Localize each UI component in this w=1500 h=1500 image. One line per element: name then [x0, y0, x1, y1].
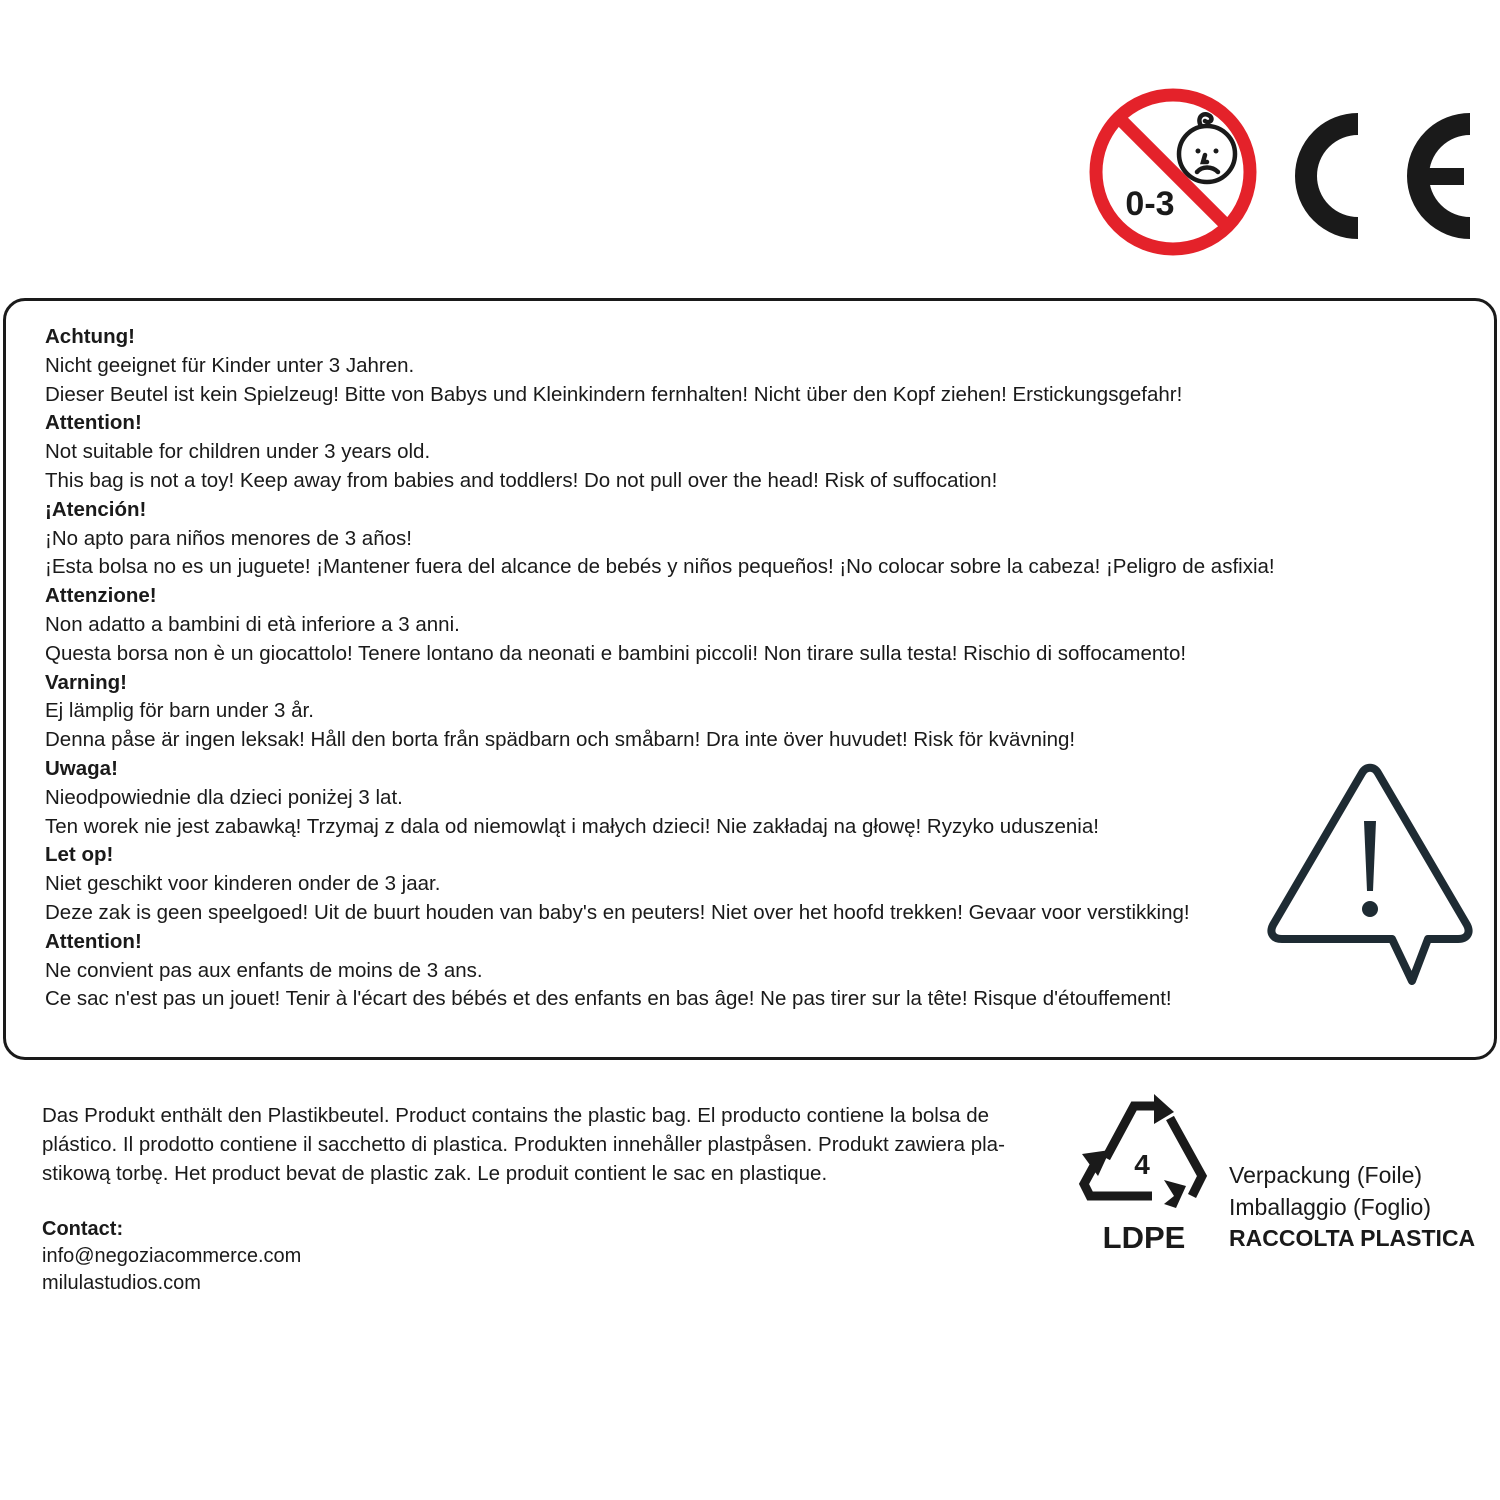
warning-triangle-icon — [1262, 763, 1478, 989]
warning-age-fr: Ne convient pas aux enfants de moins de 3 ans. — [45, 958, 483, 982]
recycling-collection: RACCOLTA PLASTICA — [1229, 1225, 1476, 1251]
recycle-ldpe-icon — [1076, 1088, 1214, 1256]
contact-email: info@negoziacommerce.com — [42, 1245, 302, 1267]
no-children-under-3-icon — [1088, 87, 1258, 257]
product-info-line: stikową torbę. Het product bevat de plastic zak. Le produit contient le sac en plastique. — [42, 1162, 828, 1186]
warning-age-de: Nicht geeignet für Kinder unter 3 Jahren. — [45, 353, 415, 377]
warning-detail-es: ¡Esta bolsa no es un juguete! ¡Mantener fuera del alcance de bebés y niños pequeños! ¡No colocar sobre la cabeza! ¡Peligro de asfixia! — [45, 555, 1275, 579]
contact-website: milulastudios.com — [42, 1272, 201, 1294]
warning-heading-it: Attenzione! — [45, 584, 157, 608]
warning-detail-sv: Denna påse är ingen leksak! Håll den borta från spädbarn och småbarn! Dra inte över huvudet! Risk för kvävning! — [45, 728, 1076, 752]
warning-heading-sv: Varning! — [45, 670, 128, 694]
warning-age-es: ¡No apto para niños menores de 3 años! — [45, 526, 412, 550]
recycling-line-de: Verpackung (Foile) — [1229, 1162, 1423, 1188]
warning-heading-nl: Let op! — [45, 843, 114, 867]
ce-mark-icon — [1292, 110, 1474, 242]
warning-panel — [3, 298, 1497, 1060]
warning-heading-fr: Attention! — [45, 929, 142, 953]
warning-age-it: Non adatto a bambini di età inferiore a 3 anni. — [45, 612, 460, 636]
warning-detail-de: Dieser Beutel ist kein Spielzeug! Bitte von Babys und Kleinkindern fernhalten! Nicht über den Kopf ziehen! Erstickungsgefahr! — [45, 382, 1183, 406]
recycle-code: 4 — [1134, 1149, 1150, 1180]
warning-detail-en: This bag is not a toy! Keep away from babies and toddlers! Do not pull over the head! Risk of suffocation! — [45, 468, 998, 492]
product-info-line: Das Produkt enthält den Plastikbeutel. Product contains the plastic bag. El producto contiene la bolsa de — [42, 1104, 990, 1127]
warning-detail-it: Questa borsa non è un giocattolo! Tenere lontano da neonati e bambini piccoli! Non tirare sulla testa! Rischio di soffocamento! — [45, 641, 1187, 665]
age-range-label: 0-3 — [1125, 185, 1175, 223]
warning-age-nl: Niet geschikt voor kinderen onder de 3 jaar. — [45, 872, 441, 896]
recycle-material: LDPE — [1102, 1220, 1186, 1255]
warning-age-en: Not suitable for children under 3 years old. — [45, 440, 431, 464]
product-info — [42, 1101, 1042, 1189]
contact-block — [42, 1216, 301, 1297]
warning-heading-de: Achtung! — [45, 325, 135, 348]
warning-heading-en: Attention! — [45, 411, 142, 435]
warning-detail-fr: Ce sac n'est pas un jouet! Tenir à l'écart des bébés et des enfants en bas âge! Ne pas tirer sur la tête! Risque d'étouffement! — [45, 987, 1172, 1011]
warning-detail-pl: Ten worek nie jest zabawką! Trzymaj z dala od niemowląt i małych dzieci! Nie zakładaj na głowę! Ryzyko uduszenia! — [45, 814, 1099, 838]
recycling-text — [1229, 1160, 1475, 1255]
warning-age-pl: Nieodpowiednie dla dzieci poniżej 3 lat. — [45, 785, 403, 809]
warning-heading-es: ¡Atención! — [45, 497, 147, 521]
warning-heading-pl: Uwaga! — [45, 756, 118, 780]
warning-age-sv: Ej lämplig för barn under 3 år. — [45, 699, 314, 723]
product-info-line: plástico. Il prodotto contiene il sacchetto di plastica. Produkten innehåller plastpåsen. Produkt zawiera pla- — [42, 1133, 1005, 1157]
warning-detail-nl: Deze zak is geen speelgoed! Uit de buurt houden van baby's en peuters! Niet over het hoofd trekken! Gevaar voor verstikking! — [45, 900, 1190, 924]
contact-title: Contact: — [42, 1218, 124, 1240]
warning-text-block — [45, 323, 1365, 1014]
recycling-line-it: Imballaggio (Foglio) — [1229, 1193, 1431, 1220]
